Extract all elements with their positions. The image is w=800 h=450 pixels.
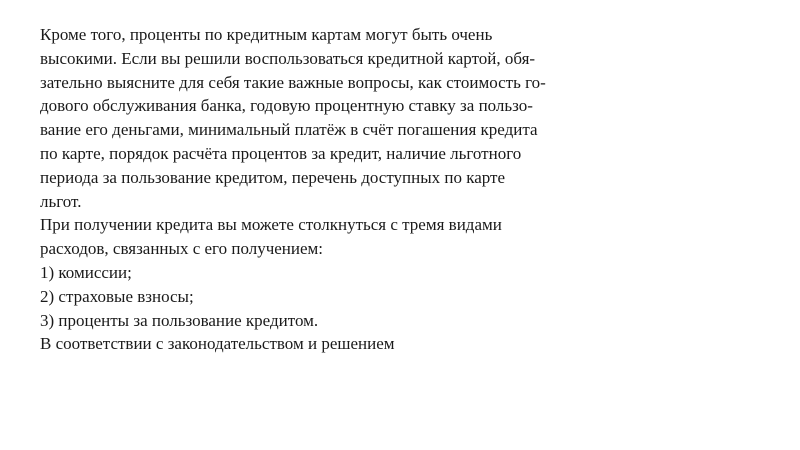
text-line: вание его деньгами, минимальный платёж в счёт погашения кредита: [40, 120, 538, 140]
text-line: периода за пользование кредитом, перечень доступных по карте: [40, 167, 506, 187]
list-item-3: 3) проценты за пользование кредитом.: [40, 310, 319, 330]
text-line: зательно выясните для себя такие важные вопросы, как стоимость го-: [40, 72, 546, 92]
text-line: расходов, связанных с его получением:: [40, 239, 324, 259]
text-line: льгот.: [40, 191, 82, 211]
list-item-1: 1) комиссии;: [40, 262, 132, 282]
text-line: Кроме того, проценты по кредитным картам могут быть очень: [40, 25, 493, 44]
text-line: по карте, порядок расчёта процентов за кредит, наличие льготного: [40, 143, 522, 163]
text-line: При получении кредита вы можете столкнуться с тремя видами: [40, 215, 502, 235]
text-line: дового обслуживания банка, годовую процентную ставку за пользо-: [40, 96, 533, 116]
text-line: высокими. Если вы решили воспользоваться кредитной картой, обя-: [40, 48, 536, 68]
text-line: В соответствии с законодательством и решением: [40, 334, 395, 354]
list-item-2: 2) страховые взносы;: [40, 286, 194, 306]
body-text: [40, 23, 640, 356]
